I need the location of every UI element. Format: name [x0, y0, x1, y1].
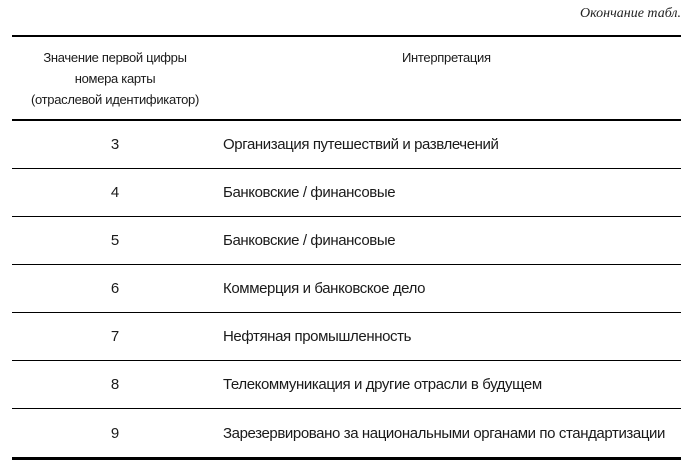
table-row	[12, 169, 681, 217]
header-first-digit	[12, 37, 218, 119]
row-digit: 4	[110, 184, 120, 201]
header-first-digit-line: (отраслевой идентификатор)	[30, 92, 199, 107]
row-interpretation: Организация путешествий и развлечений	[223, 136, 499, 153]
table-header	[12, 37, 681, 121]
row-interpretation: Коммерция и банковское дело	[223, 280, 426, 297]
industry-identifier-table	[12, 35, 681, 460]
table-row	[12, 313, 681, 361]
row-digit: 3	[110, 136, 120, 153]
row-interpretation: Нефтяная промышленность	[223, 328, 412, 345]
header-first-digit-line: номера карты	[74, 71, 156, 86]
table-row	[12, 121, 681, 169]
row-digit: 9	[110, 424, 120, 442]
header-first-digit-line: Значение первой цифры	[43, 50, 187, 65]
table-row	[12, 217, 681, 265]
table-row	[12, 265, 681, 313]
header-interpretation: Интерпретация	[402, 50, 491, 65]
row-interpretation: Банковские / финансовые	[223, 184, 396, 201]
row-interpretation: Банковские / финансовые	[223, 232, 396, 249]
table-row	[12, 361, 681, 409]
table-caption: Окончание табл.	[580, 6, 681, 21]
row-digit: 5	[110, 232, 120, 249]
table-row	[12, 409, 681, 457]
row-interpretation: Телекоммуникация и другие отрасли в будущем	[223, 376, 542, 393]
row-interpretation: Зарезервировано за национальными органами по стандартизации	[223, 424, 666, 442]
row-digit: 7	[110, 328, 120, 345]
row-digit: 6	[110, 280, 120, 297]
row-digit: 8	[110, 376, 120, 393]
